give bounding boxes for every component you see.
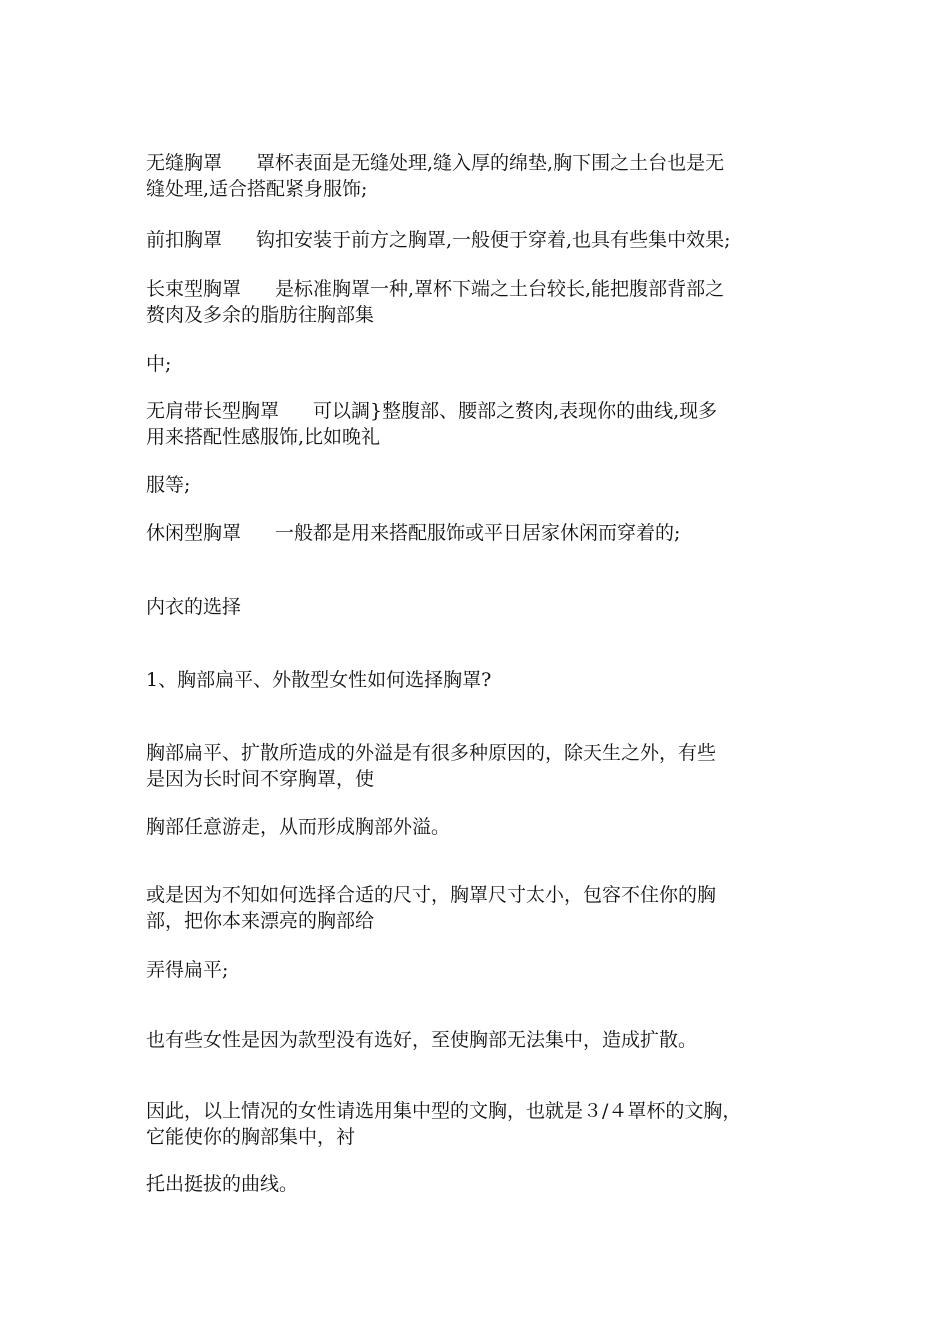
type-3-line-1 bbox=[146, 276, 816, 302]
question-heading: 1、胸部扁平、外散型女性如何选择胸罩? bbox=[146, 669, 492, 691]
type-4-term: 无肩带长型胸罩 bbox=[146, 400, 280, 422]
type-5-term: 休闲型胸罩 bbox=[146, 522, 242, 544]
type-2-text-1: 钩扣安装于前方之胸罩,一般便于穿着,也具有些集中效果; bbox=[256, 229, 731, 251]
paragraph-4-continuation: 托出挺拔的曲线。 bbox=[146, 1173, 299, 1195]
type-4-continuation: 服等; bbox=[146, 474, 191, 496]
type-3-continuation: 中; bbox=[146, 353, 172, 375]
type-4-line-2: 用来搭配性感服饰,比如晚礼 bbox=[146, 426, 381, 448]
type-4-line-1 bbox=[146, 398, 816, 424]
type-4-text-1: 可以調}整腹部、腰部之赘肉,表现你的曲线,现多 bbox=[313, 400, 718, 422]
paragraph-2-continuation: 弄得扁平; bbox=[146, 959, 229, 981]
section-title: 内衣的选择 bbox=[146, 596, 242, 618]
type-2-line-1 bbox=[146, 227, 816, 253]
type-3-text-1: 是标准胸罩一种,罩杯下端之土台较长,能把腹部背部之 bbox=[275, 278, 725, 300]
type-1-term: 无缝胸罩 bbox=[146, 152, 223, 174]
paragraph-2-line-1: 或是因为不知如何选择合适的尺寸，胸罩尺寸太小，包容不住你的胸 bbox=[146, 884, 717, 906]
paragraph-3-line-1: 也有些女性是因为款型没有选好，至使胸部无法集中，造成扩散。 bbox=[146, 1029, 698, 1051]
paragraph-1-line-1: 胸部扁平、扩散所造成的外溢是有很多种原因的，除天生之外，有些 bbox=[146, 742, 717, 764]
type-3-term: 长束型胸罩 bbox=[146, 278, 242, 300]
paragraph-1-line-2: 是因为长时间不穿胸罩，使 bbox=[146, 768, 375, 790]
paragraph-2-line-2: 部，把你本来漂亮的胸部给 bbox=[146, 910, 375, 932]
type-1-line-1 bbox=[146, 150, 816, 176]
type-1-line-2: 缝处理,适合搭配紧身服饰; bbox=[146, 178, 368, 200]
type-5-line-1 bbox=[146, 520, 816, 546]
type-3-line-2: 赘肉及多余的脂肪往胸部集 bbox=[146, 304, 375, 326]
paragraph-4-line-2: 它能使你的胸部集中，衬 bbox=[146, 1126, 356, 1148]
paragraph-4-line-1: 因此，以上情况的女性请选用集中型的文胸，也就是３/４罩杯的文胸， bbox=[146, 1100, 742, 1122]
type-1-text-1: 罩杯表面是无缝处理,缝入厚的绵垫,胸下围之土台也是无 bbox=[256, 152, 725, 174]
type-2-term: 前扣胸罩 bbox=[146, 229, 223, 251]
paragraph-1-continuation: 胸部任意游走，从而形成胸部外溢。 bbox=[146, 816, 451, 838]
type-5-text-1: 一般都是用来搭配服饰或平日居家休闲而穿着的; bbox=[275, 522, 681, 544]
